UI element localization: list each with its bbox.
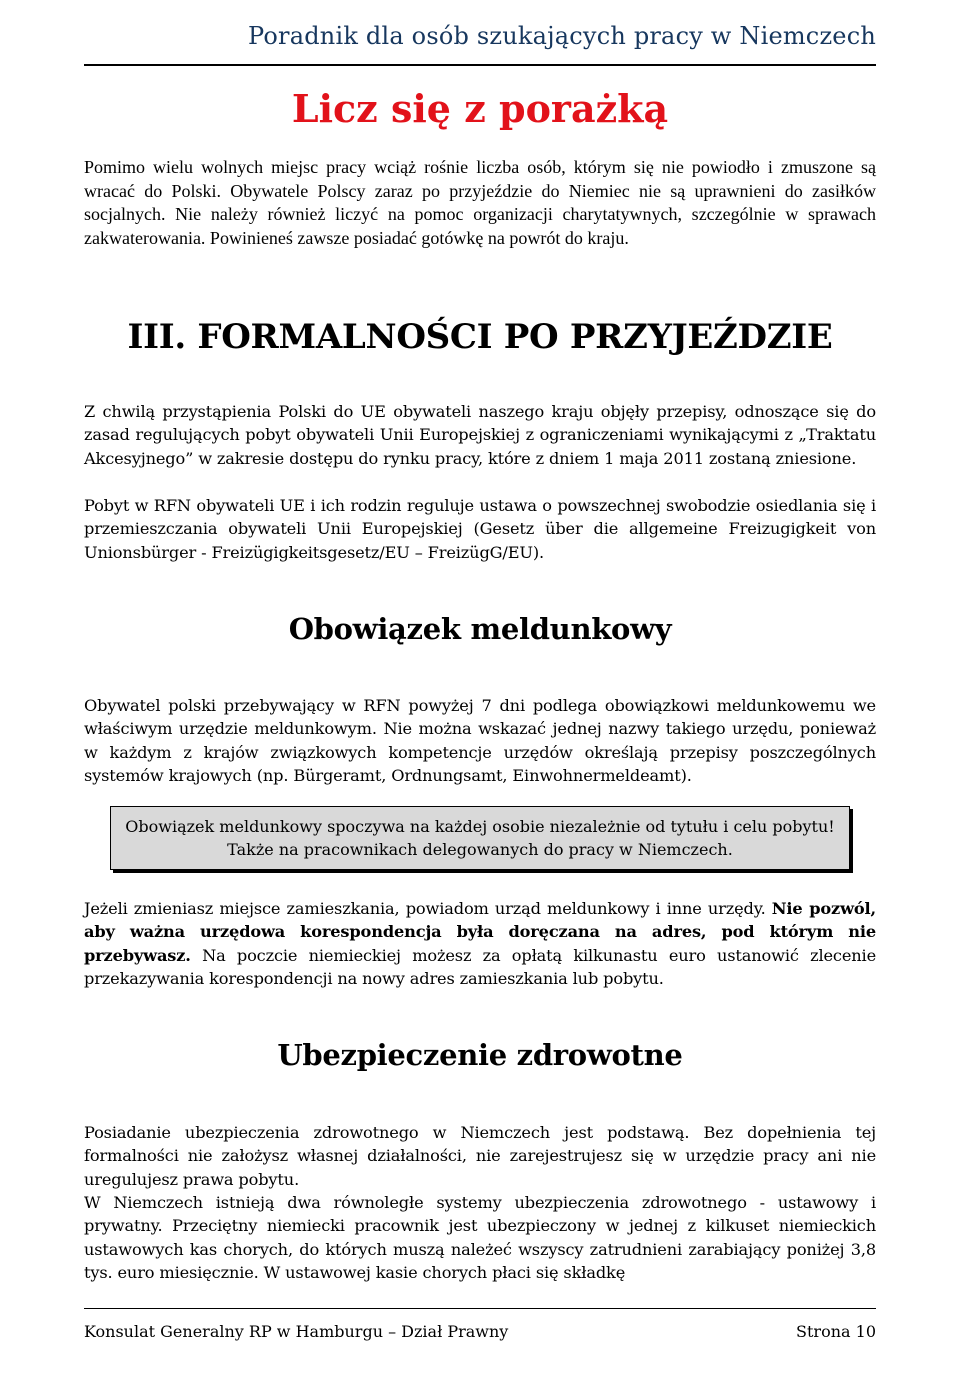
insurance-heading: Ubezpieczenie zdrowotne bbox=[277, 1038, 683, 1072]
insurance-paragraph-1: Posiadanie ubezpieczenia zdrowotnego w Niemczech jest podstawą. Bez dopełnienia tej formalności nie założysz własnej działalności, nie zarejestrujesz się w urzędzie pracy ani nie uregulujesz prawa pobytu. bbox=[84, 1123, 876, 1189]
footer-rule bbox=[84, 1308, 876, 1309]
registration-heading: Obowiązek meldunkowy bbox=[288, 612, 672, 646]
page-number: Strona 10 bbox=[796, 1322, 876, 1341]
registration-notice-text: Obowiązek meldunkowy spoczywa na każdej osobie niezależnie od tytułu i celu pobytu! Także na pracownikach delegowanych do pracy w Niemczech. bbox=[125, 817, 835, 859]
address-change-rest: Na poczcie niemieckiej możesz za opłatą kilkunastu euro ustanowić zlecenie przekazywania korespondencji na nowy adres zamieszkania lub pobytu. bbox=[84, 945, 876, 989]
failure-paragraph: Pomimo wielu wolnych miejsc pracy wciąż rośnie liczba osób, którym się nie powiodło i zmuszone są wracać do Polski. Obywatele Polscy zaraz po przyjeździe do Niemiec nie są uprawnieni do zasiłków socjalnych. Nie należy również liczyć na pomoc organizacji charytatywnych, szczególnie w sprawach zakwaterowania. Powinieneś zawsze posiadać gotówkę na powrót do kraju. bbox=[84, 157, 876, 248]
registration-notice-box bbox=[110, 806, 850, 870]
address-change-intro: Jeżeli zmieniasz miejsce zamieszkania, powiadom urząd meldunkowy i inne urzędy. bbox=[84, 899, 772, 918]
footer-organization: Konsulat Generalny RP w Hamburgu – Dział Prawny bbox=[84, 1322, 509, 1341]
insurance-paragraph-2: W Niemczech istnieją dwa równoległe systemy ubezpieczenia zdrowotnego - ustawowy i prywatny. Przeciętny niemiecki pracownik jest ubezpieczony w jednej z kilkuset niemieckich ustawowych kas chorych, do których muszą należeć wszyscy zatrudnieni zarabiający poniżej 3,8 tys. euro miesięcznie. W ustawowej kasie chorych płaci się składkę bbox=[84, 1193, 876, 1283]
failure-title: Licz się z porażką bbox=[291, 86, 669, 131]
running-header: Poradnik dla osób szukających pracy w Niemczech bbox=[248, 22, 876, 50]
formalities-paragraph-1: Z chwilą przystąpienia Polski do UE obywateli naszego kraju objęły przepisy, odnoszące się do zasad regulujących pobyt obywateli Unii Europejskiej z ograniczeniami wynikającymi z „Traktatu Akcesyjnego” w zakresie dostępu do rynku pracy, które z dniem 1 maja 2011 zostaną zniesione. bbox=[84, 402, 876, 468]
formalities-paragraph-2: Pobyt w RFN obywateli UE i ich rodzin reguluje ustawa o powszechnej swobodzie osiedlania się i przemieszczania obywateli Unii Europejskiej (Gesetz über die allgemeine Freizugigkeit von Unionsbürger - Freizügigkeitsgesetz/EU – FreizügG/EU). bbox=[84, 496, 876, 562]
section-heading-formalities: III. FORMALNOŚCI PO PRZYJEŹDZIE bbox=[127, 317, 833, 357]
registration-paragraph: Obywatel polski przebywający w RFN powyżej 7 dni podlega obowiązkowi meldunkowemu we właściwym urzędzie meldunkowym. Nie można wskazać jednej nazwy takiego urzędu, ponieważ w każdym z krajów związkowych kompetencje urzędów określają przepisy poszczególnych systemów krajowych (np. Bürgeramt, Ordnungsamt, Einwohnermeldeamt). bbox=[84, 696, 876, 786]
address-change-warning: Nie pozwól, aby ważna urzędowa korespondencja była doręczana na adres, pod którym nie przebywasz. bbox=[84, 899, 876, 965]
header-rule bbox=[84, 64, 876, 66]
address-change-paragraph bbox=[84, 897, 876, 991]
